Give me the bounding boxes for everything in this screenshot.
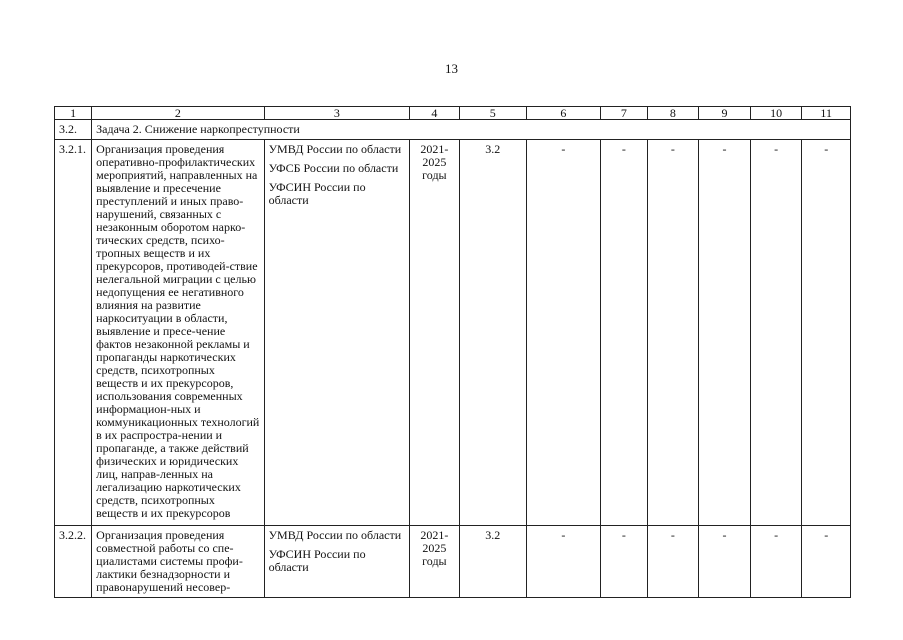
program-table (54, 106, 851, 598)
row-description: Организация проведения оперативно-профилактических мероприятий, направленных на выявление и пресечение преступлений и иных право-нарушений, связанных с незаконным оборотом нарко-тических средств, психо-тропных веществ и их прекурсоров, противодей-ствие нелегальной миграции с целью недопущения ее негативного влияния на развитие наркоситуации в области, выявление и пресе-чение фактов незаконной рекламы и пропаганды наркотических средств, психотропных веществ и их прекурсоров, использования современных информацион-ных и коммуникационных технологий в их распростра-нении и пропаганде, а также действий физических и юридических лиц, направ-ленных на легализацию наркотических средств, психотропных веществ и их прекурсоров (92, 140, 264, 526)
row-col-8: - (647, 526, 699, 598)
row-executors (264, 526, 410, 598)
row-indicator: 3.2 (459, 526, 526, 598)
row-col-6: - (526, 140, 600, 526)
row-col-9: - (699, 526, 751, 598)
years-unit: годы (422, 554, 447, 568)
row-indicator: 3.2 (459, 140, 526, 526)
row-number: 3.2.2. (55, 526, 92, 598)
row-col-11: - (802, 140, 851, 526)
header-cell-2: 2 (92, 107, 264, 120)
header-cell-6: 6 (526, 107, 600, 120)
header-cell-10: 10 (750, 107, 802, 120)
years-unit: годы (422, 168, 447, 182)
executor: УФСБ России по области (268, 161, 399, 175)
years-end: 2025 (422, 541, 447, 555)
row-col-8: - (647, 140, 699, 526)
header-row (55, 107, 851, 120)
row-col-11: - (802, 526, 851, 598)
row-col-7: - (601, 526, 647, 598)
row-col-7: - (601, 140, 647, 526)
header-cell-1: 1 (55, 107, 92, 120)
task-row (55, 120, 851, 140)
task-number: 3.2. (55, 120, 92, 140)
executor: УФСИН России по области (268, 547, 366, 574)
row-col-10: - (750, 140, 802, 526)
row-years (410, 526, 460, 598)
row-executors (264, 140, 410, 526)
row-years (410, 140, 460, 526)
row-col-10: - (750, 526, 802, 598)
row-col-6: - (526, 526, 600, 598)
executor: УМВД России по области (268, 528, 402, 542)
task-title: Задача 2. Снижение наркопреступности (92, 120, 851, 140)
header-cell-11: 11 (802, 107, 851, 120)
table-row (55, 526, 851, 598)
row-description: Организация проведения совместной работы со спе-циалистами системы профи-лактики безнадзорности и правонарушений несовер- (92, 526, 264, 598)
header-cell-4: 4 (410, 107, 460, 120)
table-row (55, 140, 851, 526)
page-number: 13 (445, 61, 458, 76)
executor: УФСИН России по области (268, 180, 366, 207)
header-cell-7: 7 (601, 107, 647, 120)
executor: УМВД России по области (268, 142, 402, 156)
header-cell-5: 5 (459, 107, 526, 120)
row-number: 3.2.1. (55, 140, 92, 526)
header-cell-3: 3 (264, 107, 410, 120)
row-col-9: - (699, 140, 751, 526)
years-end: 2025 (422, 155, 447, 169)
years-start: 2021- (420, 528, 449, 542)
header-cell-9: 9 (699, 107, 751, 120)
header-cell-8: 8 (647, 107, 699, 120)
years-start: 2021- (420, 142, 449, 156)
